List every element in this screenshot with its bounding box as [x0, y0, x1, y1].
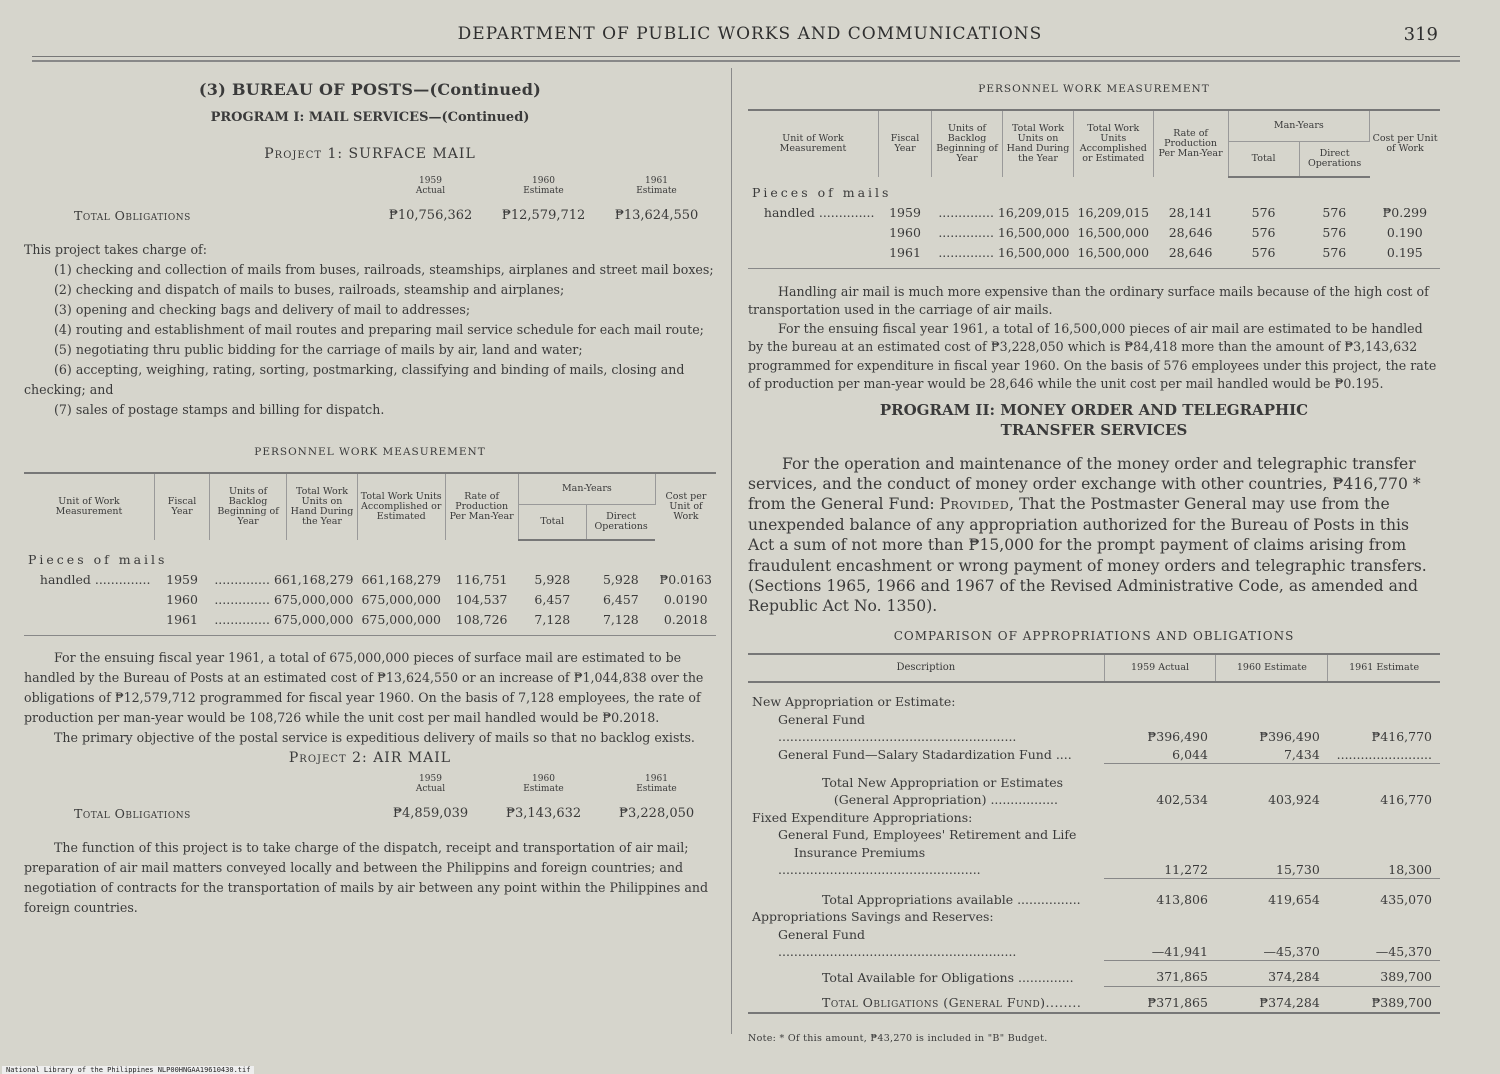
air-obligations-row [24, 774, 716, 824]
cell-direct: 576 [1299, 243, 1370, 269]
column-divider [731, 68, 732, 1034]
cell-value: 18,300 [1328, 826, 1440, 879]
col-on-hand: Total Work Units on Hand During the Year [1003, 110, 1074, 177]
year-label: 1961 [645, 176, 668, 186]
cell-value: 6,044 [1104, 746, 1216, 764]
obligation-1959 [374, 774, 487, 824]
cell-value: —45,370 [1216, 926, 1328, 961]
col-accomplished: Total Work Units Accomplished or Estimated [1074, 110, 1154, 177]
cell-value: 371,865 [1104, 961, 1216, 987]
cell-on-hand: .............. 16,500,000 [932, 243, 1074, 269]
col-man-years: Man-Years [518, 473, 655, 505]
row-label: Appropriations Savings and Reserves: [752, 909, 994, 925]
col-unit: Unit of Work Measurement [748, 110, 879, 177]
col-unit: Unit of Work Measurement [24, 473, 154, 540]
cell-accomplished: 675,000,000 [361, 592, 441, 607]
cell-value: ₱396,490 [1259, 729, 1320, 745]
table-row [748, 926, 1440, 961]
year-kind: Actual [415, 784, 446, 794]
row-label: Total New Appropriation or Estimates (General Appropriation) ................. [822, 774, 1064, 808]
obligation-value: ₱13,624,550 [614, 208, 699, 223]
cell-value: 15,730 [1216, 826, 1328, 879]
unit-label-cont: handled .............. [39, 572, 151, 587]
cell-value: ₱396,490 [1147, 729, 1208, 745]
total-obligations-label: Total Obligations [74, 806, 191, 821]
obligation-value: ₱10,756,362 [388, 208, 473, 223]
row-label: New Appropriation or Estimate: [752, 694, 956, 710]
col-total: Total [1228, 141, 1299, 177]
footnote: Note: * Of this amount, ₱43,270 is included in "B" Budget. [748, 1032, 1048, 1044]
pwm-title: PERSONNEL WORK MEASUREMENT [254, 446, 486, 458]
col-1959: 1959 Actual [1104, 654, 1216, 682]
project1-heading: Project 1: SURFACE MAIL [264, 146, 476, 162]
comparison-table [748, 653, 1440, 1014]
page-number: 319 [1403, 24, 1438, 45]
year-label: 1959 [419, 176, 442, 186]
program2-heading-line: TRANSFER SERVICES [1000, 420, 1188, 439]
cell-total: 576 [1251, 204, 1276, 220]
cell-direct: 7,128 [586, 610, 655, 636]
obligation-1959 [374, 176, 487, 226]
table-row [748, 826, 1440, 879]
surface-objective: The primary objective of the postal service is expeditious delivery of mails so that no backlog exists. [54, 730, 695, 745]
year-kind: Estimate [523, 186, 564, 196]
row-label: General Fund ............................................................ [778, 926, 1017, 960]
table-row [748, 961, 1440, 987]
unit-label-cont: handled .............. [763, 204, 875, 220]
cell-value: 419,654 [1268, 891, 1320, 907]
charge-item: (4) routing and establishment of mail routes and preparing mail service schedule for each mail route; [54, 322, 704, 337]
program2-appropriation-paragraph: For the operation and maintenance of the money order and telegraphic transfer services, and the conduct of money order exchange with other countries, ₱416,770 * from the General Fund: Provided, That the Postmaster General may use from the unexpended balance of any appropriation authorized for the Bureau of Posts in this Act a sum of not more than ₱15,000 for the prompt payment of claims arising from fraudulent encashment or wrong payment of money orders and telegraphic transfers. (Sections 1965, 1966 and 1967 of the Revised Administrative Code, as amended and Republic Act No. 1350). [748, 454, 1427, 616]
cell-accomplished: 16,209,015 [1077, 204, 1150, 220]
cell-on-hand: .............. 675,000,000 [210, 610, 358, 636]
col-backlog: Units of Backlog Beginning of Year [210, 473, 287, 540]
cell-year: 1961 [879, 243, 932, 269]
cell-total: 7,128 [518, 610, 586, 636]
cell-value: —45,370 [1328, 926, 1440, 961]
air-function-paragraph: The function of this project is to take charge of the dispatch, receipt and transportation of air mail; preparation of air mail matters conveyed locally and between the Philippins and foreign countries; and negotiation of contracts for the transportation of mails by air between any point within the Philippines and foreign countries. [24, 840, 709, 915]
table-row [748, 177, 1440, 203]
obligation-value: ₱12,579,712 [501, 208, 586, 223]
year-label: 1961 [645, 774, 668, 784]
col-cost: Cost per Unit of Work [655, 473, 716, 540]
charge-intro: This project takes charge of: [24, 242, 207, 257]
bureau-heading: (3) BUREAU OF POSTS—(Continued) [198, 80, 542, 99]
row-label: Total Obligations (General Fund)........ [748, 986, 1104, 1013]
obligation-1960 [487, 176, 600, 226]
cell-year: 1960 [166, 592, 198, 607]
table-row [748, 908, 1440, 926]
charge-item: (6) accepting, weighing, rating, sorting, postmarking, classifying and binding of mails, closing and checking; and [24, 362, 685, 397]
cell-total: 5,928 [534, 572, 571, 587]
table-row [24, 590, 716, 610]
cell-value: 435,070 [1380, 891, 1432, 907]
col-fiscal: Fiscal Year [879, 110, 932, 177]
cell-value: 403,924 [1268, 792, 1320, 808]
cell-value: ₱371,865 [1104, 986, 1216, 1013]
cell-cost: ₱0.0163 [659, 572, 712, 587]
cell-direct: 6,457 [602, 592, 639, 607]
cell-total: 576 [1228, 243, 1299, 269]
cell-cost: 0.2018 [655, 610, 716, 636]
col-on-hand: Total Work Units on Hand During the Year [287, 473, 358, 540]
cell-value: 7,434 [1216, 746, 1328, 764]
col-accomplished: Total Work Units Accomplished or Estimated [357, 473, 445, 540]
table-row [24, 610, 716, 636]
table-row [748, 986, 1440, 1013]
program-heading: PROGRAM I: MAIL SERVICES—(Continued) [210, 110, 530, 125]
col-fiscal: Fiscal Year [154, 473, 209, 540]
cell-on-hand: .............. 675,000,000 [214, 592, 354, 607]
total-obligations-label: Total Obligations [74, 208, 191, 223]
table-row [748, 682, 1440, 711]
unit-label: Pieces of mails [752, 184, 892, 200]
air-cost-paragraph: Handling air mail is much more expensive than the ordinary surface mails because of the high cost of transportation used in the carriage of air mails. [748, 283, 1429, 317]
cell-value: —41,941 [1104, 926, 1216, 961]
year-kind: Estimate [636, 784, 677, 794]
cell-accomplished: 675,000,000 [357, 610, 445, 636]
table-row [748, 879, 1440, 909]
col-direct: Direct Operations [1299, 141, 1370, 177]
program2-heading [748, 400, 1440, 440]
cell-value: 413,806 [1156, 891, 1208, 907]
running-header: DEPARTMENT OF PUBLIC WORKS AND COMMUNICATIONS [457, 24, 1043, 44]
surface-obligations-row [24, 176, 716, 226]
cell-on-hand: .............. 16,500,000 [938, 224, 1070, 240]
cell-direct: 576 [1322, 204, 1347, 220]
row-label: General Fund—Salary Stadardization Fund .... [778, 747, 1072, 763]
cell-cost: ₱0.299 [1382, 204, 1428, 220]
cell-year: 1959 [166, 572, 198, 587]
row-label: General Fund, Employees' Retirement and Life Insurance Premiums ................................................... [778, 827, 1077, 878]
cell-accomplished: 661,168,279 [361, 572, 441, 587]
cell-value: ........................ [1328, 746, 1440, 764]
year-kind: Estimate [636, 186, 677, 196]
cell-total: 576 [1251, 224, 1276, 240]
row-label: General Fund ............................................................ [778, 711, 1017, 745]
cell-rate: 28,646 [1153, 243, 1228, 269]
cell-direct: 5,928 [602, 572, 639, 587]
cell-cost: 0.190 [1386, 224, 1423, 240]
charge-item: (3) opening and checking bags and delivery of mail to addresses; [54, 302, 471, 317]
cell-year: 1960 [889, 224, 921, 240]
cell-accomplished: 16,500,000 [1074, 243, 1154, 269]
year-label: 1959 [419, 774, 442, 784]
cell-accomplished: 16,500,000 [1077, 224, 1150, 240]
obligation-value: ₱4,859,039 [392, 806, 469, 821]
col-1960: 1960 Estimate [1216, 654, 1328, 682]
charge-item: (2) checking and dispatch of mails to buses, railroads, steamship and airplanes; [54, 282, 565, 297]
obligation-1961 [600, 176, 713, 226]
table-row [24, 570, 716, 590]
table-row [748, 203, 1440, 223]
charge-item: (7) sales of postage stamps and billing for dispatch. [54, 402, 385, 417]
cell-rate: 28,141 [1168, 204, 1213, 220]
charge-item: (1) checking and collection of mails from buses, railroads, steamships, airplanes and street mail boxes; [54, 262, 714, 277]
table-row [748, 243, 1440, 269]
year-label: 1960 [532, 774, 555, 784]
col-rate: Rate of Production Per Man-Year [1153, 110, 1228, 177]
col-backlog: Units of Backlog Beginning of Year [932, 110, 1003, 177]
obligation-1960 [487, 774, 600, 824]
program2-heading-line: PROGRAM II: MONEY ORDER AND TELEGRAPHIC [879, 400, 1309, 419]
pwm-title: PERSONNEL WORK MEASUREMENT [978, 83, 1210, 95]
unit-label: Pieces of mails [28, 552, 168, 567]
col-description: Description [748, 654, 1104, 682]
header-rule-double [32, 60, 1460, 62]
cell-total: 6,457 [534, 592, 571, 607]
table-row [748, 809, 1440, 827]
cell-direct: 576 [1322, 224, 1347, 240]
year-label: 1960 [532, 176, 555, 186]
col-cost: Cost per Unit of Work [1370, 110, 1440, 177]
cell-value: 11,272 [1104, 826, 1216, 879]
left-column [24, 74, 716, 918]
air-estimate-paragraph: For the ensuing fiscal year 1961, a total of 16,500,000 pieces of air mail are estimated to be handled by the bureau at an estimated cost of ₱3,228,050 which is ₱84,418 more than the amount of ₱3,143,632 programmed for expenditure in fiscal year 1960. On the basis of 576 employees under this project, the rate of production per man-year would be 28,646 while the unit cost per mail handled would be ₱0.195. [748, 320, 1437, 391]
cell-rate: 104,537 [455, 592, 508, 607]
obligation-value: ₱3,228,050 [618, 806, 695, 821]
obligation-1961 [600, 774, 713, 824]
table-row [748, 223, 1440, 243]
cell-cost: 0.0190 [663, 592, 708, 607]
project2-heading: Project 2: AIR MAIL [288, 750, 452, 766]
col-direct: Direct Operations [586, 505, 655, 541]
charge-item: (5) negotiating thru public bidding for the carriage of mails by air, land and water; [54, 342, 583, 357]
cell-value: ₱389,700 [1328, 986, 1440, 1013]
cell-rate: 116,751 [455, 572, 508, 587]
surface-paragraph: For the ensuing fiscal year 1961, a total of 675,000,000 pieces of surface mail are estimated to be handled by the Bureau of Posts at an estimated cost of ₱13,624,550 or an increase of ₱1,044,838 over the obligations of ₱12,579,712 programmed for fiscal year 1960. On the basis of 7,128 employees, the rate of production per man-year would be 108,726 while the unit cost per mail handled would be ₱0.2018. [24, 650, 704, 725]
table-row [748, 764, 1440, 809]
col-total: Total [518, 505, 586, 541]
year-kind: Estimate [523, 784, 564, 794]
table-row [24, 541, 716, 570]
cell-value: 402,534 [1156, 792, 1208, 808]
cell-value: 389,700 [1328, 961, 1440, 987]
cell-cost: 0.195 [1370, 243, 1440, 269]
air-pwm-table [748, 109, 1440, 269]
obligation-value: ₱3,143,632 [505, 806, 582, 821]
cell-rate: 28,646 [1168, 224, 1213, 240]
comparison-title: COMPARISON OF APPROPRIATIONS AND OBLIGATIONS [893, 628, 1295, 643]
row-label: Total Appropriations available ................ [822, 891, 1081, 907]
cell-on-hand: .............. 661,168,279 [214, 572, 354, 587]
cell-value: ₱374,284 [1216, 986, 1328, 1013]
table-row [748, 746, 1440, 764]
cell-year: 1961 [154, 610, 209, 636]
scan-footer: National Library of the Philippines NLP00HNGAA19610430.tif [2, 1066, 254, 1074]
cell-value: 416,770 [1380, 792, 1432, 808]
year-kind: Actual [415, 186, 446, 196]
cell-year: 1959 [889, 204, 921, 220]
cell-on-hand: .............. 16,209,015 [938, 204, 1070, 220]
cell-value: 374,284 [1216, 961, 1328, 987]
row-label: Fixed Expenditure Appropriations: [752, 809, 973, 825]
cell-value: ₱416,770 [1371, 729, 1432, 745]
col-rate: Rate of Production Per Man-Year [445, 473, 518, 540]
row-label: Total Available for Obligations .............. [822, 969, 1074, 985]
surface-pwm-table [24, 472, 716, 636]
cell-rate: 108,726 [445, 610, 518, 636]
header-rule [32, 56, 1460, 57]
col-1961: 1961 Estimate [1328, 654, 1440, 682]
col-man-years: Man-Years [1228, 110, 1370, 142]
table-row [748, 711, 1440, 746]
right-column [748, 74, 1440, 1048]
